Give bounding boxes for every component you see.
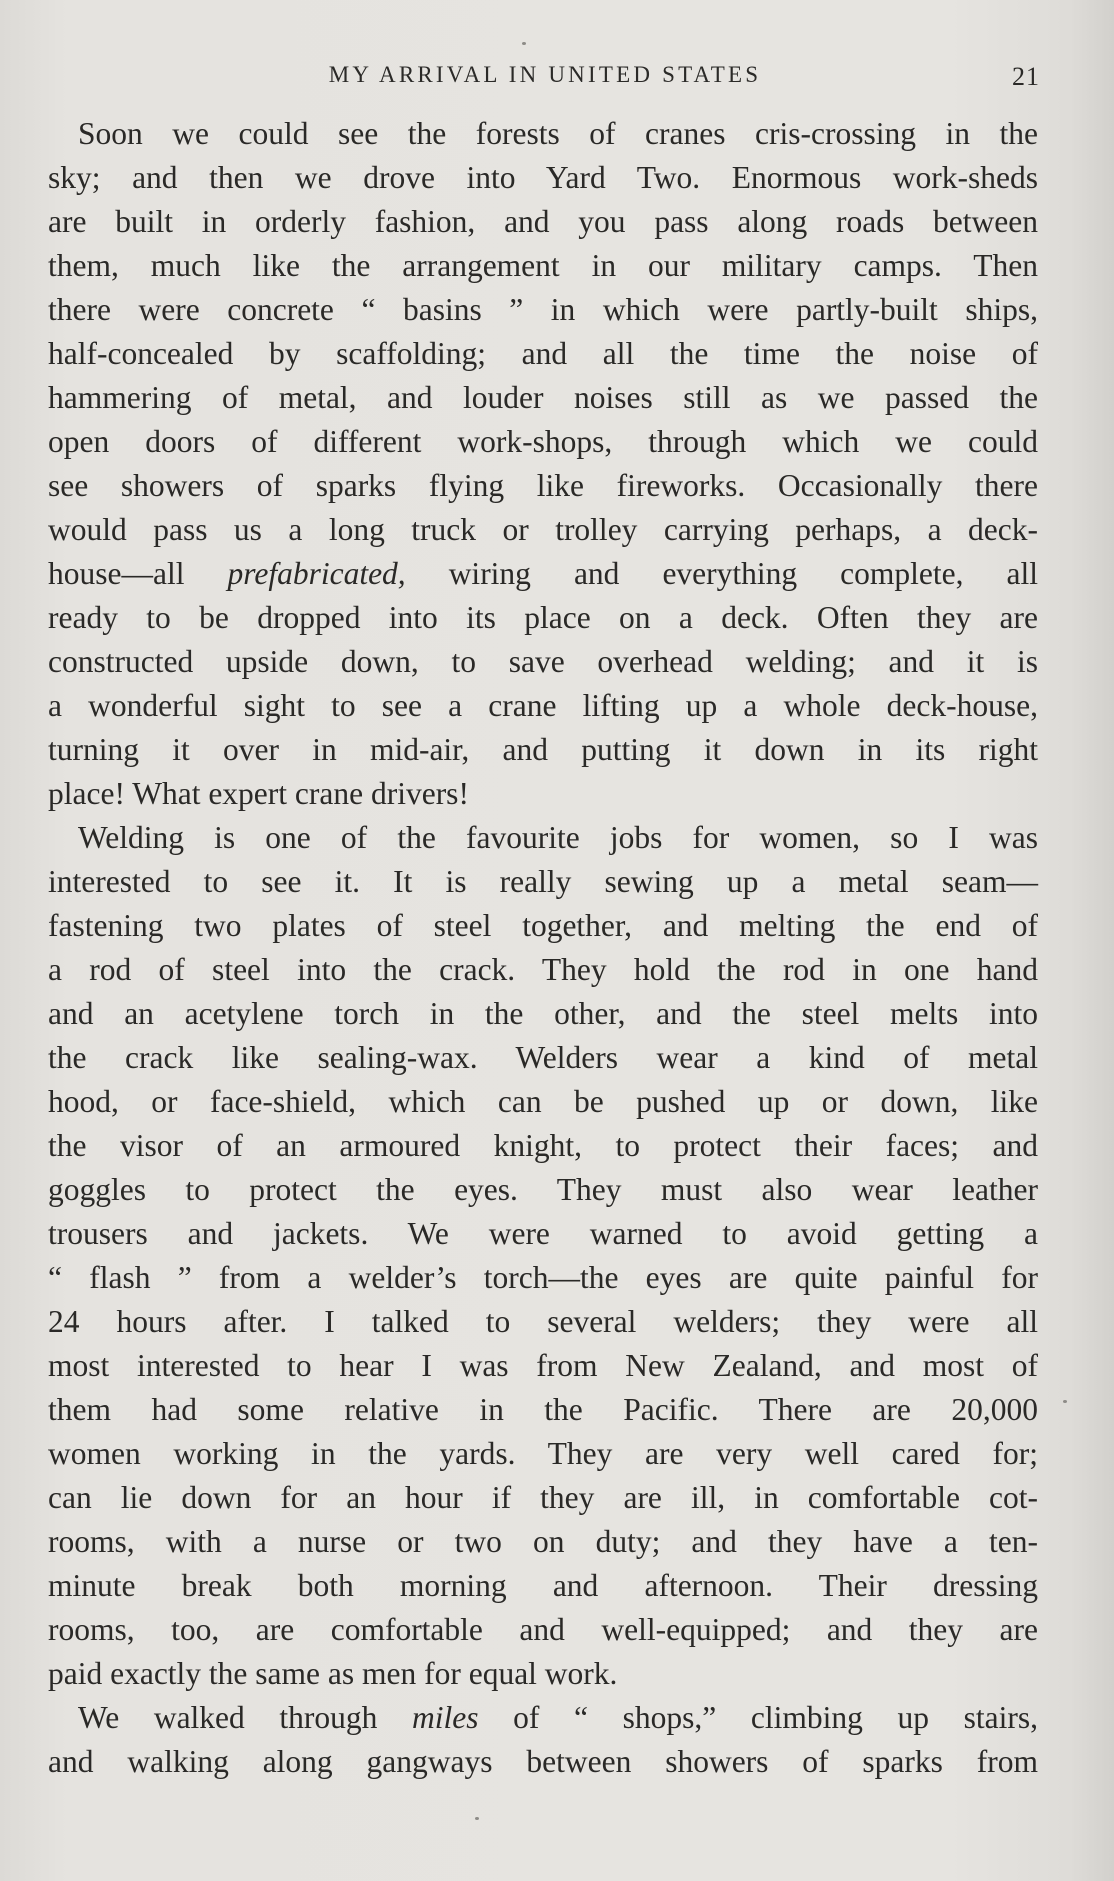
- text-line: would pass us a long truck or trolley carrying perhaps, a deck-: [48, 512, 1038, 547]
- text-line: rooms, too, are comfortable and well-equipped; and they are: [48, 1612, 1038, 1647]
- page-number: 21: [1012, 62, 1040, 91]
- text-run: We walked through: [78, 1700, 413, 1735]
- text-line: trousers and jackets. We were warned to avoid getting a: [48, 1216, 1038, 1251]
- text-line: and an acetylene torch in the other, and the steel melts into: [48, 996, 1038, 1031]
- text-line: and walking along gangways between showers of sparks from: [48, 1744, 1038, 1779]
- text-line: women working in the yards. They are very well cared for;: [48, 1436, 1038, 1471]
- text-line: ready to be dropped into its place on a deck. Often they are: [48, 600, 1038, 635]
- text-line: open doors of different work-shops, through which we could: [48, 424, 1038, 459]
- text-run: house—all: [48, 556, 228, 591]
- text-line: fastening two plates of steel together, and melting the end of: [48, 908, 1038, 943]
- text-line: can lie down for an hour if they are ill, in comfortable cot-: [48, 1480, 1038, 1515]
- text-line: a rod of steel into the crack. They hold the rod in one hand: [48, 952, 1038, 987]
- text-run: wiring and everything complete, all: [405, 556, 1038, 591]
- text-line: most interested to hear I was from New Zealand, and most of: [48, 1348, 1038, 1383]
- text-line: are built in orderly fashion, and you pass along roads between: [48, 204, 1038, 239]
- text-line: there were concrete “ basins ” in which were partly-built ships,: [48, 292, 1038, 327]
- running-title: MY ARRIVAL IN UNITED STATES: [328, 62, 762, 87]
- italic-word: miles: [412, 1700, 479, 1735]
- text-line: see showers of sparks flying like fireworks. Occasionally there: [48, 468, 1038, 503]
- text-run: of “ shops,” climbing up stairs,: [478, 1700, 1038, 1735]
- text-line: interested to see it. It is really sewing up a metal seam—: [48, 864, 1038, 899]
- text-line: 24 hours after. I talked to several welders; they were all: [48, 1304, 1038, 1339]
- text-line: turning it over in mid-air, and putting it down in its right: [48, 732, 1038, 767]
- text-line-with-italic: [48, 552, 1038, 596]
- text-line: place! What expert crane drivers!: [48, 776, 469, 811]
- text-line-with-italic: [48, 1696, 1038, 1740]
- text-line: a wonderful sight to see a crane lifting up a whole deck-house,: [48, 688, 1038, 723]
- italic-word: prefabricated,: [227, 556, 406, 591]
- text-line: them, much like the arrangement in our military camps. Then: [48, 248, 1038, 283]
- text-line: Welding is one of the favourite jobs for women, so I was: [78, 820, 1038, 855]
- text-line: hood, or face-shield, which can be pushed up or down, like: [48, 1084, 1038, 1119]
- paper-speck: [1063, 1400, 1067, 1403]
- text-line: sky; and then we drove into Yard Two. Enormous work-sheds: [48, 160, 1038, 195]
- running-head: [50, 58, 1040, 92]
- text-line: “ flash ” from a welder’s torch—the eyes are quite painful for: [48, 1260, 1038, 1295]
- text-line: goggles to protect the eyes. They must also wear leather: [48, 1172, 1038, 1207]
- text-line: the crack like sealing-wax. Welders wear a kind of metal: [48, 1040, 1038, 1075]
- text-line: them had some relative in the Pacific. There are 20,000: [48, 1392, 1038, 1427]
- body-text: [48, 112, 1038, 1784]
- text-line: constructed upside down, to save overhead welding; and it is: [48, 644, 1038, 679]
- text-line: Soon we could see the forests of cranes cris-crossing in the: [78, 116, 1038, 151]
- text-line: minute break both morning and afternoon. Their dressing: [48, 1568, 1038, 1603]
- paper-speck: [475, 1817, 479, 1820]
- paragraph-3: [48, 1696, 1038, 1784]
- text-line: paid exactly the same as men for equal work.: [48, 1656, 618, 1691]
- text-line: rooms, with a nurse or two on duty; and they have a ten-: [48, 1524, 1038, 1559]
- text-line: hammering of metal, and louder noises still as we passed the: [48, 380, 1038, 415]
- text-line: half-concealed by scaffolding; and all the time the noise of: [48, 336, 1038, 371]
- text-line: the visor of an armoured knight, to protect their faces; and: [48, 1128, 1038, 1163]
- paragraph-2: [48, 816, 1038, 1696]
- paragraph-1: [48, 112, 1038, 816]
- paper-speck: [522, 42, 526, 45]
